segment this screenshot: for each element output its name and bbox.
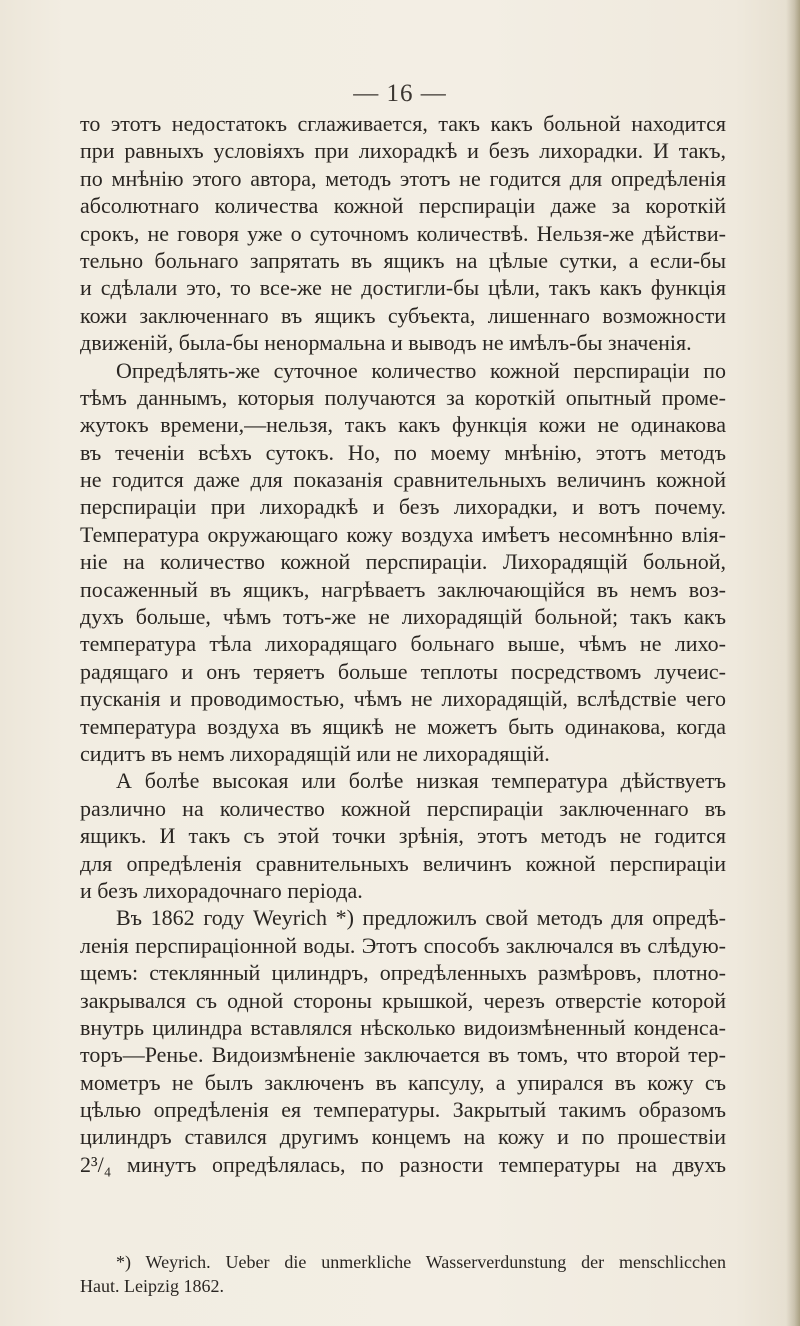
text-line: цѣлью опредѣленія ея температуры. Закрытый такимъ образомъ <box>80 1097 726 1123</box>
text-line: А болѣе высокая или болѣе низкая температура дѣйствуетъ <box>116 768 726 794</box>
text-line: тельно больнаго запрятать въ ящикъ на цѣлые сутки, а если-бы <box>80 247 726 273</box>
text-line: сидитъ въ немъ лихорадящій или не лихорадящій. <box>80 740 550 766</box>
text-line: посаженный въ ящикъ, нагрѣваетъ заключающійся въ немъ воз- <box>80 576 726 602</box>
text-line: жутокъ времени,—нельзя, такъ какъ функція кожи не одинакова <box>80 412 726 438</box>
text-line: Температура окружающаго кожу воздуха имѣетъ несомнѣнно влія- <box>80 521 726 547</box>
text-line: по мнѣнію этого автора, методъ этотъ не годится для опредѣленія <box>80 165 726 191</box>
text-line: и безъ лихорадочнаго періода. <box>80 877 363 903</box>
text-line: Опредѣлять-же суточное количество кожной перспираціи по <box>116 357 726 383</box>
footnote-line: Haut. Leipzig 1862. <box>80 1276 224 1296</box>
text-line: различно на количество кожной перспираціи заключеннаго въ <box>80 795 726 821</box>
text-line: радящаго и онъ теряетъ больше теплоты посредствомъ лучеис- <box>80 658 726 684</box>
text-line: не годится даже для показанія сравнительныхъ величинъ кожной <box>80 467 726 493</box>
text-line: кожи заключеннаго въ ящикъ субъекта, лишеннаго возможности <box>80 302 726 328</box>
text-line: внутрь цилиндра вставлялся нѣсколько видоизмѣненный конденса- <box>80 1014 726 1040</box>
text-line: закрывался съ одной стороны крышкой, черезъ отверстіе которой <box>80 987 726 1013</box>
text-line: Въ 1862 году Weyrich *) предложилъ свой методъ для опредѣ- <box>116 905 726 931</box>
text-line: мометръ не былъ заключенъ въ капсулу, а упирался въ кожу съ <box>80 1069 726 1095</box>
text-line: въ теченіи всѣхъ сутокъ. Но, по моему мнѣнію, этотъ методъ <box>80 439 726 465</box>
text-line: щемъ: стеклянный цилиндръ, опредѣленныхъ размѣровъ, плотно- <box>80 960 726 986</box>
text-line: ніе на количество кожной перспираціи. Лихорадящій больной, <box>80 549 726 575</box>
text-line: торъ—Ренье. Видоизмѣненіе заключается въ томъ, что второй тер- <box>80 1042 726 1068</box>
text-line: и сдѣлали это, то все-же не достигли-бы цѣли, такъ какъ функція <box>80 275 726 301</box>
text-line: срокъ, не говоря уже о суточномъ количествѣ. Нельзя-же дѣйстви- <box>80 220 726 246</box>
page-edge-shadow <box>786 0 800 1326</box>
text-line: цилиндръ ставился другимъ концемъ на кожу и по прошествіи <box>80 1124 726 1150</box>
text-line: 2³/₄ минутъ опредѣлялась, по разности температуры на двухъ <box>80 1151 726 1177</box>
text-line: духъ больше, чѣмъ тотъ-же не лихорадящій больной; такъ какъ <box>80 604 726 630</box>
text-line: то этотъ недостатокъ сглаживается, такъ какъ больной находится <box>80 111 726 136</box>
text-line: ленія перспираціонной воды. Этотъ способъ заключался въ слѣдую- <box>80 932 726 958</box>
text-line: температура тѣла лихорадящаго больнаго выше, чѣмъ не лихо- <box>80 631 726 657</box>
main-text-block <box>80 110 726 1178</box>
footnote-line: *) Weyrich. Ueber die unmerkliche Wasserverdunstung der menschlicchen <box>116 1252 726 1272</box>
text-line: абсолютнаго количества кожной перспираціи даже за короткій <box>80 193 726 219</box>
text-line: ящикъ. И такъ съ этой точки зрѣнія, этотъ методъ не годится <box>80 823 726 849</box>
text-line: перспираціи при лихорадкѣ и безъ лихорадки, и вотъ почему. <box>80 494 726 520</box>
footnote <box>80 1250 726 1298</box>
text-line: тѣмъ даннымъ, которыя получаются за короткій опытный проме- <box>80 384 726 410</box>
text-line: движеній, была-бы ненормальна и выводъ не имѣлъ-бы значенія. <box>80 330 692 356</box>
page-number: — 16 — <box>353 80 447 107</box>
text-line: для опредѣленія сравнительныхъ величинъ кожной перспираціи <box>80 850 726 876</box>
text-line: при равныхъ условіяхъ при лихорадкѣ и безъ лихорадки. И такъ, <box>80 138 726 164</box>
text-line: температура воздуха въ ящикѣ не можетъ быть одинакова, когда <box>80 713 726 739</box>
text-line: пусканія и проводимостью, чѣмъ не лихорадящій, вслѣдствіе чего <box>80 686 726 712</box>
